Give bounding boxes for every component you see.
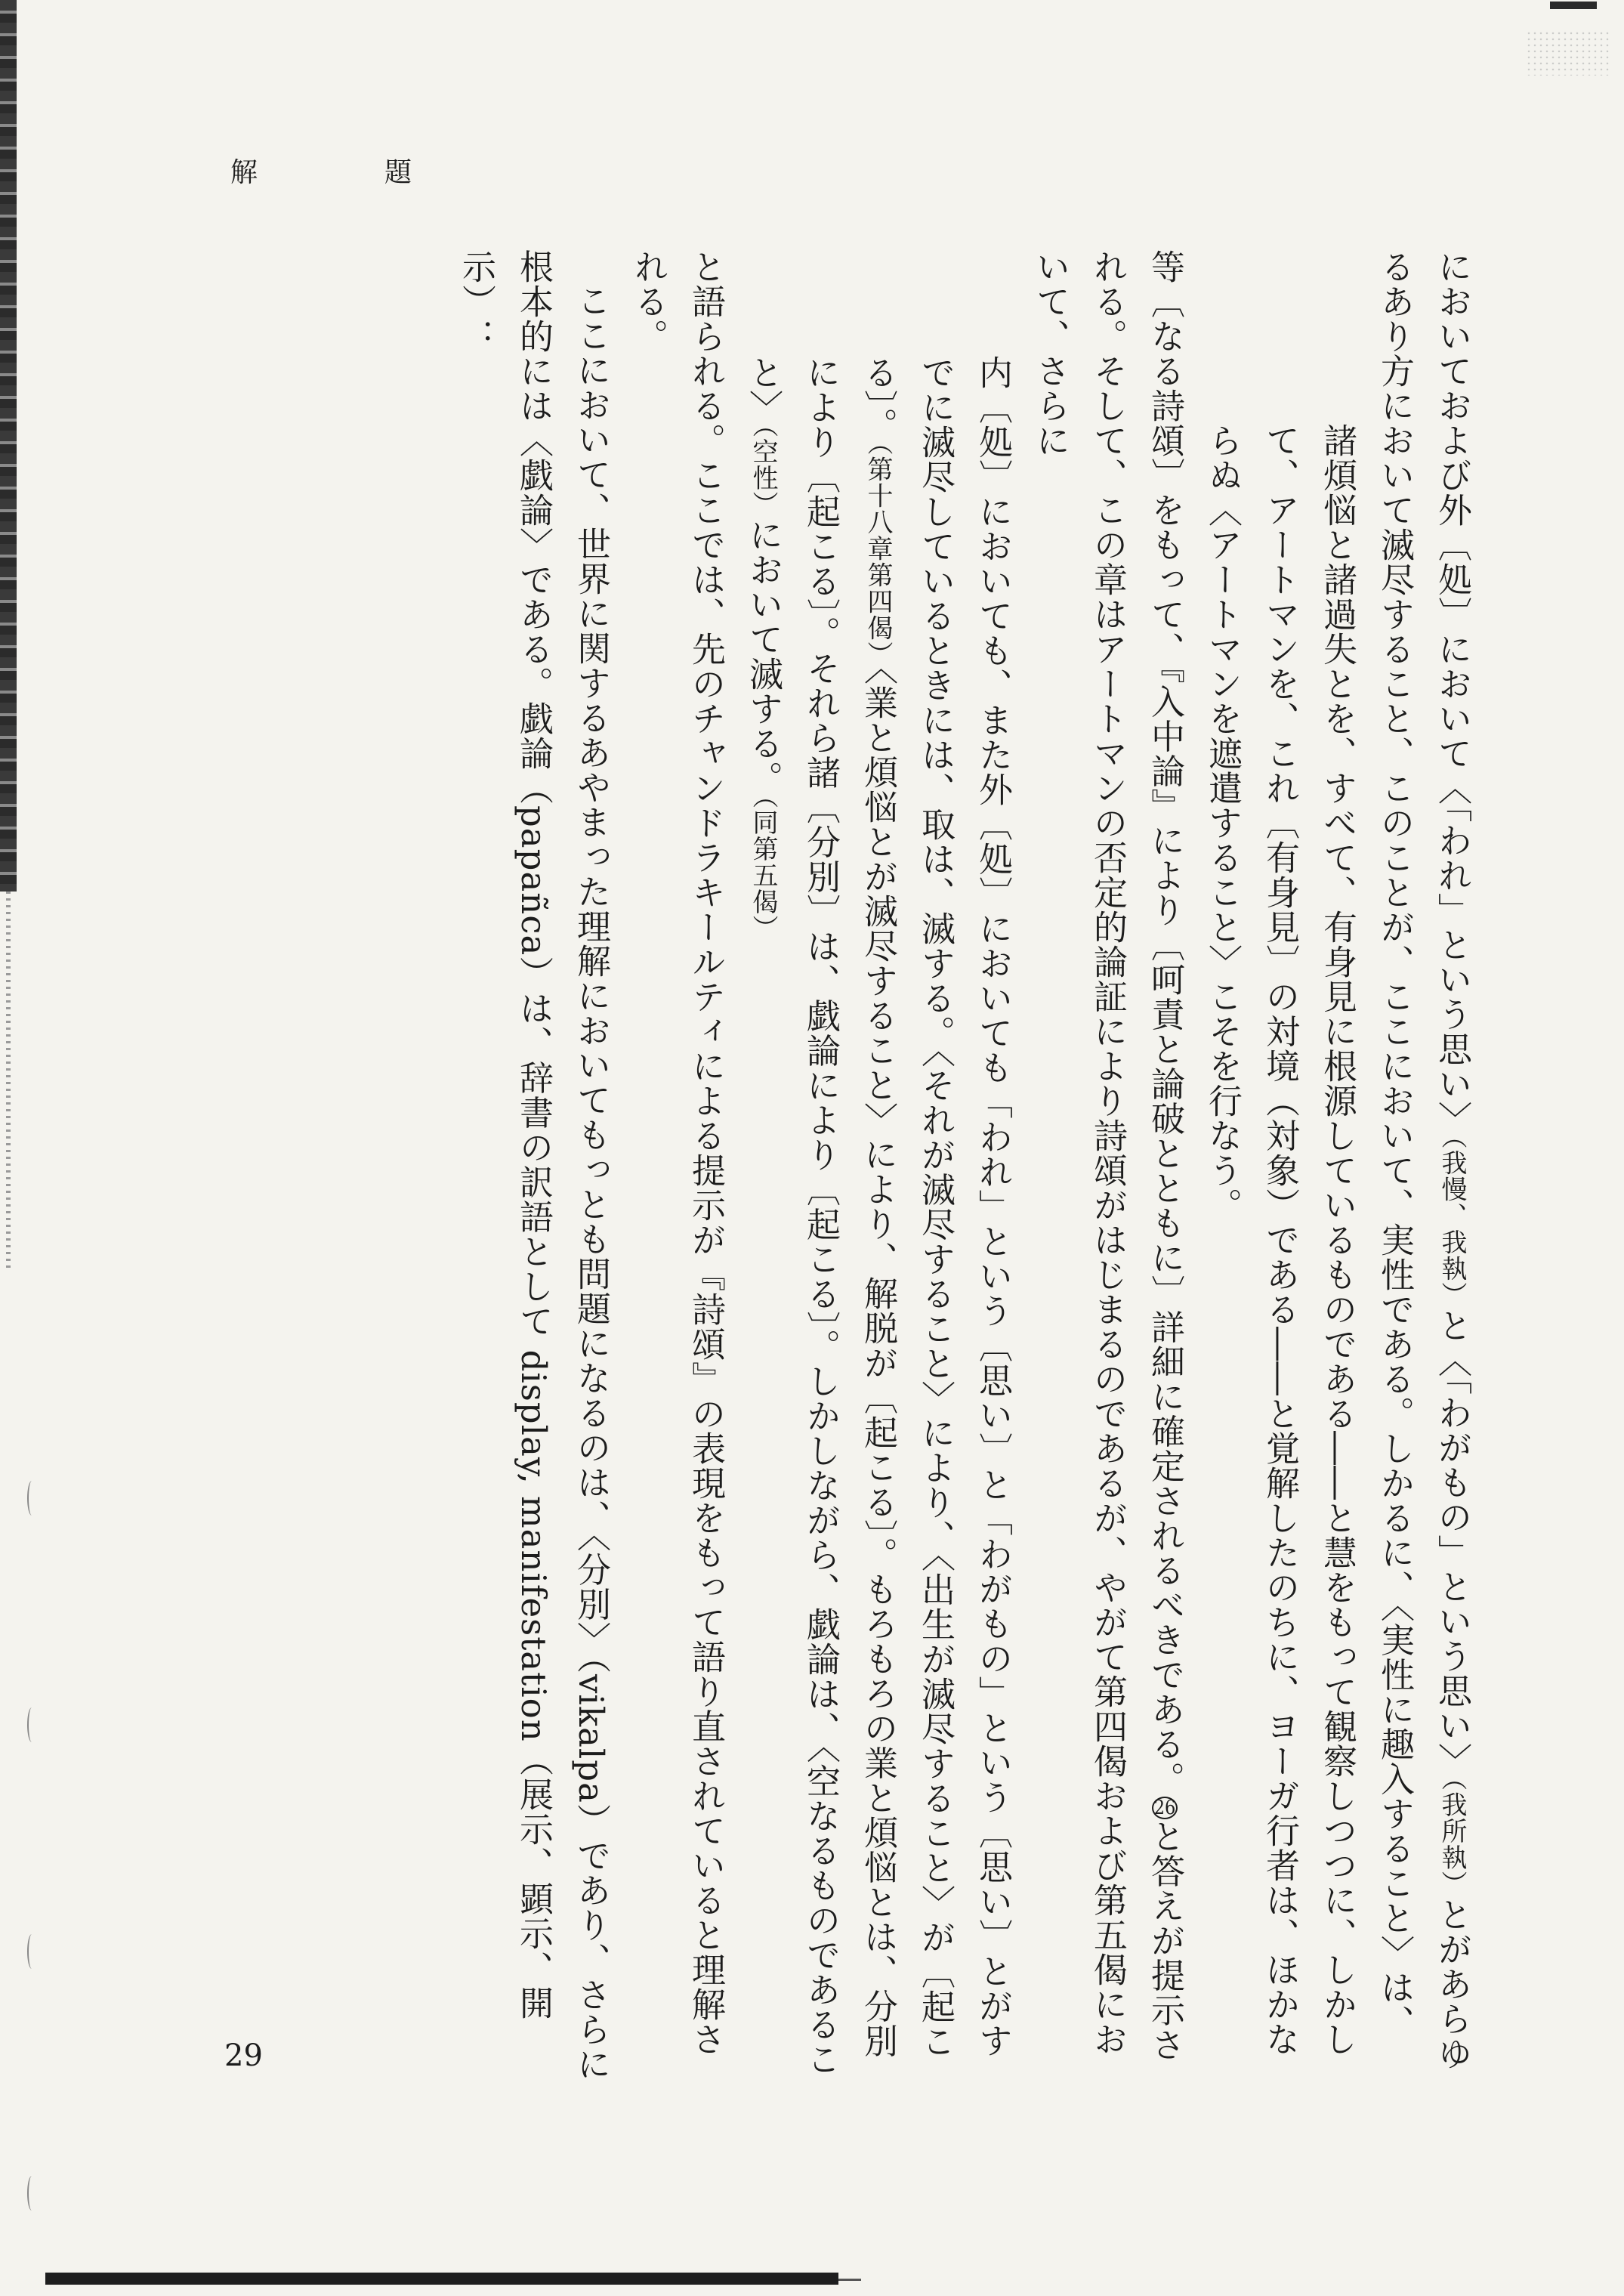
verse-reference: （同第五偈） — [748, 796, 778, 941]
gloss: （我慢、我執） — [1437, 1136, 1467, 1309]
scan-top-mark — [1550, 2, 1597, 9]
margin-mark — [27, 1481, 36, 1516]
verse-reference: （第十八章第四偈） — [863, 442, 893, 668]
running-header: 解 題 — [230, 157, 462, 188]
verse-quote: 諸煩悩と諸過失とを、すべて、有身見に根源しているものである――と慧をもって観察しつつに、しかして、アートマンを、これ〔有身見〕の対境（対象）である――と覚解したのちに、ヨーガ行者は、ほかならぬ〈アートマンを遮遣すること〉こそを行なう。 — [1203, 423, 1357, 2057]
scan-bottom-edge — [45, 2273, 838, 2285]
paragraph: と語られる。ここでは、先のチャンドラキールティによる提示が『詩頌』の表現をもって語り直されていると理解される。 — [628, 249, 726, 2057]
main-text — [181, 249, 1480, 2085]
verse-quote: 内〔処〕においても、また外〔処〕においても「われ」という〔思い〕と「わがもの」という〔思い〕とがすでに滅尽しているときには、取は、滅する。〈それが滅尽すること〉により、〈出生が滅尽すること〉が〔起こる〕。（第十八章第四偈）〈業と煩悩とが滅尽すること〉により、解脱が〔起こる〕。もろもろの業と煩悩とは、分別により〔起こる〕。それら諸〔分別〕は、戯論により〔起こる〕。しかしながら、戯論は、〈空なるものであること〉（空性）において滅する。（同第五偈） — [743, 355, 1013, 2077]
scan-binding-edge — [0, 0, 17, 892]
scan-noise — [1526, 30, 1609, 76]
margin-mark — [27, 2176, 36, 2211]
margin-mark — [27, 1934, 36, 1969]
paragraph: 等〔なる詩頌〕をもって、『入中論』により〔呵責と論破とともに〕詳細に確定されるべきである。26と答えが提示される。そして、この章はアートマンの否定的論証により詩頌がはじまるのであるが、やがて第四偈および第五偈において、さらに — [1030, 249, 1185, 2063]
footnote-marker: 26 — [1152, 1797, 1178, 1819]
page-number: 29 — [224, 2038, 263, 2073]
paragraph: ここにおいて、世界に関するあやまった理解においてもっとも問題になるのは、〈分別〉（vikalpa）であり、さらに根本的には〈戯論〉である。戯論（papañca）は、辞書の訳語として display, manifestation（展示、顕示、開示）： — [456, 249, 611, 2081]
scan-bottom-edge — [838, 2279, 861, 2281]
scan-edge-dots — [6, 892, 11, 1269]
paragraph: においておよび外〔処〕において〈「われ」という思い〉（我慢、我執）と〈「わがもの」という思い〉（我所執）とがあらゆるあり方において滅尽すること、このことが、ここにおいて、実性である。しかるに、〈実性に趣入すること〉は、 — [1375, 249, 1472, 2071]
gloss: （空性） — [748, 425, 778, 518]
gloss: （我所執） — [1437, 1778, 1467, 1897]
margin-mark — [27, 1707, 36, 1742]
